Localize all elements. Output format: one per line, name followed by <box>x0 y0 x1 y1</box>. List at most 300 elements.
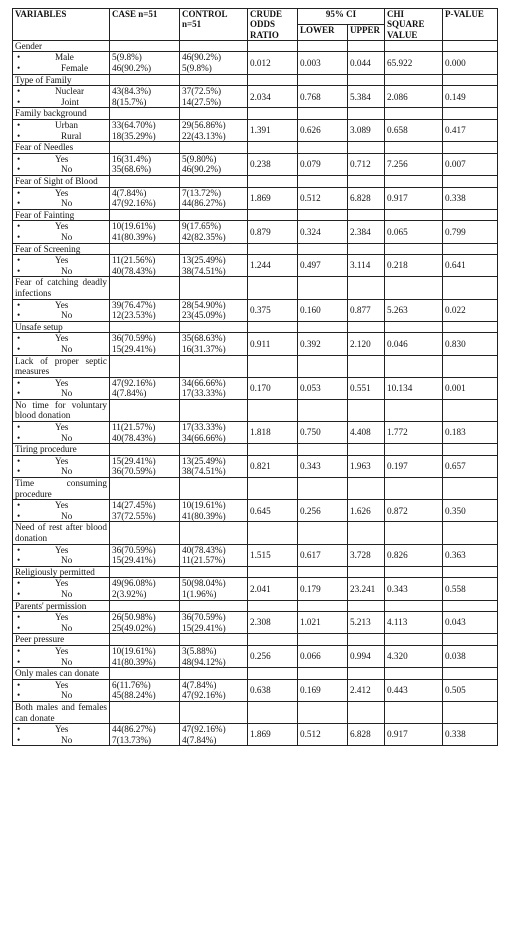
empty-cell <box>348 701 385 723</box>
case-value: 40(78.43%) <box>112 265 156 276</box>
bullet-icon: • <box>17 343 21 354</box>
ci-lower: 0.256 <box>298 500 348 522</box>
table-row-variable-title <box>13 277 498 299</box>
empty-cell <box>180 243 248 255</box>
bullet-icon: • <box>17 645 21 656</box>
case-values <box>110 645 180 667</box>
category-labels <box>13 455 110 477</box>
ci-lower: 0.626 <box>298 120 348 142</box>
ci-upper: 3.114 <box>348 255 385 277</box>
case-values <box>110 221 180 243</box>
empty-cell <box>298 142 348 154</box>
category-item <box>15 589 107 600</box>
table-row-values <box>13 578 498 600</box>
bullet-icon: • <box>17 130 21 141</box>
table-row-values <box>13 422 498 444</box>
table-row-values <box>13 52 498 74</box>
case-value: 36(70.59%) <box>112 544 156 555</box>
header-variables: VARIABLES <box>13 9 110 41</box>
p-value: 0.038 <box>443 645 498 667</box>
case-value: 7(13.73%) <box>112 734 152 745</box>
empty-cell <box>110 600 180 612</box>
table-row-variable-title <box>13 74 498 86</box>
table-row-values <box>13 299 498 321</box>
case-value: 10(19.61%) <box>112 221 156 232</box>
category-label: No <box>61 198 73 209</box>
category-labels <box>13 187 110 209</box>
control-value: 46(90.2%) <box>182 52 222 63</box>
empty-cell <box>443 634 498 646</box>
category-labels <box>13 299 110 321</box>
category-label: Female <box>61 63 89 74</box>
control-values <box>180 187 248 209</box>
control-value: 28(54.90%) <box>182 299 226 310</box>
control-values <box>180 500 248 522</box>
case-value: 4(7.84%) <box>112 388 147 399</box>
category-item <box>15 623 107 634</box>
control-values <box>180 422 248 444</box>
empty-cell <box>348 243 385 255</box>
category-label: No <box>61 388 73 399</box>
category-label: Yes <box>55 578 69 589</box>
empty-cell <box>385 522 443 544</box>
case-values <box>110 612 180 634</box>
empty-cell <box>248 176 298 188</box>
empty-cell <box>248 142 298 154</box>
p-value: 0.657 <box>443 455 498 477</box>
category-label: Yes <box>55 221 69 232</box>
ci-upper: 3.728 <box>348 544 385 566</box>
table-row-variable-title <box>13 399 498 421</box>
bullet-icon: • <box>17 153 21 164</box>
category-item <box>15 422 107 433</box>
control-value: 7(13.72%) <box>182 187 222 198</box>
p-value: 0.350 <box>443 500 498 522</box>
case-values <box>110 86 180 108</box>
empty-cell <box>298 355 348 377</box>
ci-lower: 0.079 <box>298 153 348 175</box>
empty-cell <box>110 209 180 221</box>
bullet-icon: • <box>17 578 21 589</box>
case-values <box>110 255 180 277</box>
empty-cell <box>348 566 385 578</box>
case-value: 45(88.24%) <box>112 690 156 701</box>
empty-cell <box>180 142 248 154</box>
chi-square-value: 0.826 <box>385 544 443 566</box>
empty-cell <box>180 277 248 299</box>
bullet-icon: • <box>17 299 21 310</box>
table-row-variable-title <box>13 355 498 377</box>
chi-square-value: 10.134 <box>385 377 443 399</box>
variable-title: No time for voluntary blood donation <box>13 399 110 421</box>
category-item <box>15 378 107 389</box>
variable-title: Fear of Screening <box>13 243 110 255</box>
variable-title: Family background <box>13 108 110 120</box>
table-row-variable-title <box>13 668 498 680</box>
control-value: 14(27.5%) <box>182 96 222 107</box>
control-value: 10(19.61%) <box>182 500 226 511</box>
p-value: 0.007 <box>443 153 498 175</box>
p-value: 0.830 <box>443 333 498 355</box>
header-chi-square: CHI SQUARE VALUE <box>385 9 443 41</box>
ci-upper: 0.994 <box>348 645 385 667</box>
variable-title: Time consuming procedure <box>13 478 110 500</box>
ci-lower: 0.497 <box>298 255 348 277</box>
category-label: Male <box>55 52 74 63</box>
empty-cell <box>348 634 385 646</box>
ci-upper: 0.877 <box>348 299 385 321</box>
category-label: No <box>61 555 73 566</box>
category-label: Yes <box>55 255 69 266</box>
case-value: 41(80.39%) <box>112 231 156 242</box>
case-value: 6(11.76%) <box>112 679 151 690</box>
ci-upper: 5.384 <box>348 86 385 108</box>
chi-square-value: 5.263 <box>385 299 443 321</box>
bullet-icon: • <box>17 588 21 599</box>
category-item <box>15 724 107 735</box>
control-value: 40(78.43%) <box>182 544 226 555</box>
chi-square-value: 1.772 <box>385 422 443 444</box>
header-95-ci: 95% CI <box>298 9 385 25</box>
control-values <box>180 52 248 74</box>
case-values <box>110 679 180 701</box>
case-values <box>110 422 180 444</box>
control-value: 35(68.63%) <box>182 333 226 344</box>
empty-cell <box>248 522 298 544</box>
case-value: 18(35.29%) <box>112 130 156 141</box>
category-item <box>15 466 107 477</box>
category-item <box>15 266 107 277</box>
case-value: 15(29.41%) <box>112 343 156 354</box>
table-row-variable-title <box>13 40 498 52</box>
control-value: 16(31.37%) <box>182 343 226 354</box>
empty-cell <box>348 444 385 456</box>
header-lower: LOWER <box>298 24 348 40</box>
bullet-icon: • <box>17 510 21 521</box>
category-labels <box>13 120 110 142</box>
chi-square-value: 0.065 <box>385 221 443 243</box>
bullet-icon: • <box>17 86 21 97</box>
empty-cell <box>110 478 180 500</box>
empty-cell <box>110 277 180 299</box>
category-item <box>15 388 107 399</box>
category-labels <box>13 153 110 175</box>
bullet-icon: • <box>17 544 21 555</box>
crude-odds-ratio: 0.821 <box>248 455 298 477</box>
category-label: No <box>61 265 73 276</box>
empty-cell <box>348 108 385 120</box>
category-item <box>15 344 107 355</box>
case-value: 12(23.53%) <box>112 310 156 321</box>
bullet-icon: • <box>17 455 21 466</box>
ci-lower: 0.768 <box>298 86 348 108</box>
header-upper: UPPER <box>348 24 385 40</box>
category-labels <box>13 422 110 444</box>
ci-upper: 23.241 <box>348 578 385 600</box>
empty-cell <box>385 74 443 86</box>
category-labels <box>13 221 110 243</box>
table-row-variable-title <box>13 108 498 120</box>
empty-cell <box>385 243 443 255</box>
category-label: Yes <box>55 333 69 344</box>
control-values <box>180 724 248 746</box>
empty-cell <box>385 701 443 723</box>
table-row-values <box>13 679 498 701</box>
table-row-variable-title <box>13 176 498 188</box>
category-item <box>15 578 107 589</box>
p-value: 0.149 <box>443 86 498 108</box>
category-item <box>15 86 107 97</box>
control-value: 41(80.39%) <box>182 510 226 521</box>
p-value: 0.022 <box>443 299 498 321</box>
empty-cell <box>110 701 180 723</box>
control-values <box>180 455 248 477</box>
empty-cell <box>180 74 248 86</box>
category-label: Urban <box>55 120 78 131</box>
case-values <box>110 333 180 355</box>
bullet-icon: • <box>17 198 21 209</box>
case-value: 49(96.08%) <box>112 578 156 589</box>
control-value: 3(5.88%) <box>182 645 217 656</box>
control-value: 48(94.12%) <box>182 656 226 667</box>
bullet-icon: • <box>17 656 21 667</box>
control-values <box>180 679 248 701</box>
control-value: 44(86.27%) <box>182 198 226 209</box>
empty-cell <box>180 209 248 221</box>
ci-lower: 0.343 <box>298 455 348 477</box>
category-item <box>15 646 107 657</box>
case-values <box>110 544 180 566</box>
empty-cell <box>443 478 498 500</box>
category-label: Nuclear <box>55 86 85 97</box>
empty-cell <box>180 40 248 52</box>
table-row-variable-title <box>13 522 498 544</box>
empty-cell <box>385 399 443 421</box>
category-label: Yes <box>55 544 69 555</box>
crude-odds-ratio: 0.012 <box>248 52 298 74</box>
case-values <box>110 187 180 209</box>
control-values <box>180 578 248 600</box>
empty-cell <box>348 74 385 86</box>
case-value: 44(86.27%) <box>112 724 156 735</box>
empty-cell <box>110 668 180 680</box>
empty-cell <box>180 321 248 333</box>
chi-square-value: 7.256 <box>385 153 443 175</box>
variable-title: Peer pressure <box>13 634 110 646</box>
case-values <box>110 500 180 522</box>
p-value: 0.183 <box>443 422 498 444</box>
case-value: 14(27.45%) <box>112 500 156 511</box>
empty-cell <box>443 243 498 255</box>
control-value: 34(66.66%) <box>182 432 226 443</box>
bullet-icon: • <box>17 555 21 566</box>
p-value: 0.043 <box>443 612 498 634</box>
chi-square-value: 0.917 <box>385 724 443 746</box>
empty-cell <box>385 108 443 120</box>
table-row-variable-title <box>13 209 498 221</box>
control-value: 4(7.84%) <box>182 734 217 745</box>
category-labels <box>13 333 110 355</box>
empty-cell <box>385 600 443 612</box>
empty-cell <box>385 668 443 680</box>
p-value: 0.558 <box>443 578 498 600</box>
chi-square-value: 0.443 <box>385 679 443 701</box>
bullet-icon: • <box>17 734 21 745</box>
variable-title: Fear of Needles <box>13 142 110 154</box>
control-value: 38(74.51%) <box>182 265 226 276</box>
ci-upper: 2.384 <box>348 221 385 243</box>
empty-cell <box>385 634 443 646</box>
empty-cell <box>110 243 180 255</box>
bullet-icon: • <box>17 265 21 276</box>
case-values <box>110 153 180 175</box>
table-row-values <box>13 333 498 355</box>
ci-lower: 0.066 <box>298 645 348 667</box>
control-value: 4(7.84%) <box>182 679 217 690</box>
category-item <box>15 164 107 175</box>
table-row-variable-title <box>13 566 498 578</box>
category-label: Yes <box>55 724 69 735</box>
empty-cell <box>248 108 298 120</box>
empty-cell <box>348 209 385 221</box>
category-label: Yes <box>55 612 69 623</box>
p-value: 0.000 <box>443 52 498 74</box>
bullet-icon: • <box>17 96 21 107</box>
bullet-icon: • <box>17 422 21 433</box>
control-value: 13(25.49%) <box>182 255 226 266</box>
chi-square-value: 0.343 <box>385 578 443 600</box>
category-label: No <box>61 690 73 701</box>
crude-odds-ratio: 0.645 <box>248 500 298 522</box>
variable-title: Both males and females can donate <box>13 701 110 723</box>
empty-cell <box>348 40 385 52</box>
empty-cell <box>443 399 498 421</box>
chi-square-value: 65.922 <box>385 52 443 74</box>
table-row-values <box>13 377 498 399</box>
category-labels <box>13 578 110 600</box>
category-item <box>15 511 107 522</box>
empty-cell <box>248 600 298 612</box>
empty-cell <box>298 444 348 456</box>
case-value: 36(70.59%) <box>112 333 156 344</box>
empty-cell <box>298 321 348 333</box>
empty-cell <box>110 634 180 646</box>
empty-cell <box>180 600 248 612</box>
category-item <box>15 555 107 566</box>
empty-cell <box>248 321 298 333</box>
control-value: 36(70.59%) <box>182 612 226 623</box>
control-values <box>180 645 248 667</box>
empty-cell <box>385 478 443 500</box>
bullet-icon: • <box>17 500 21 511</box>
empty-cell <box>298 209 348 221</box>
category-item <box>15 500 107 511</box>
empty-cell <box>248 668 298 680</box>
empty-cell <box>180 108 248 120</box>
category-label: No <box>61 231 73 242</box>
category-item <box>15 52 107 63</box>
table-row-values <box>13 500 498 522</box>
chi-square-value: 0.917 <box>385 187 443 209</box>
empty-cell <box>180 176 248 188</box>
ci-lower: 0.324 <box>298 221 348 243</box>
empty-cell <box>443 566 498 578</box>
empty-cell <box>443 355 498 377</box>
category-labels <box>13 645 110 667</box>
p-value: 0.417 <box>443 120 498 142</box>
p-value: 0.363 <box>443 544 498 566</box>
empty-cell <box>298 701 348 723</box>
case-value: 25(49.02%) <box>112 622 156 633</box>
crude-odds-ratio: 1.869 <box>248 724 298 746</box>
empty-cell <box>298 478 348 500</box>
empty-cell <box>180 634 248 646</box>
empty-cell <box>248 40 298 52</box>
empty-cell <box>443 40 498 52</box>
case-values <box>110 578 180 600</box>
control-value: 50(98.04%) <box>182 578 226 589</box>
crude-odds-ratio: 0.375 <box>248 299 298 321</box>
variable-title: Gender <box>13 40 110 52</box>
category-labels <box>13 612 110 634</box>
crude-odds-ratio: 0.638 <box>248 679 298 701</box>
ci-upper: 6.828 <box>348 724 385 746</box>
p-value: 0.641 <box>443 255 498 277</box>
chi-square-value: 0.197 <box>385 455 443 477</box>
crude-odds-ratio: 1.818 <box>248 422 298 444</box>
case-value: 37(72.55%) <box>112 510 156 521</box>
case-value: 2(3.92%) <box>112 588 147 599</box>
control-values <box>180 612 248 634</box>
empty-cell <box>248 634 298 646</box>
empty-cell <box>348 522 385 544</box>
ci-lower: 0.750 <box>298 422 348 444</box>
table-row-variable-title <box>13 701 498 723</box>
crude-odds-ratio: 2.041 <box>248 578 298 600</box>
chi-square-value: 0.046 <box>385 333 443 355</box>
ci-upper: 4.408 <box>348 422 385 444</box>
bullet-icon: • <box>17 164 21 175</box>
table-row-variable-title <box>13 142 498 154</box>
category-labels <box>13 500 110 522</box>
control-values <box>180 86 248 108</box>
category-item <box>15 131 107 142</box>
table-row-values <box>13 255 498 277</box>
case-value: 8(15.7%) <box>112 96 147 107</box>
table-row-values <box>13 221 498 243</box>
table-row-values <box>13 612 498 634</box>
category-label: Yes <box>55 153 69 164</box>
category-item <box>15 221 107 232</box>
category-item <box>15 333 107 344</box>
category-item <box>15 310 107 321</box>
bullet-icon: • <box>17 612 21 623</box>
case-value: 16(31.4%) <box>112 153 152 164</box>
ci-upper: 3.089 <box>348 120 385 142</box>
empty-cell <box>248 399 298 421</box>
control-value: 42(82.35%) <box>182 231 226 242</box>
control-value: 11(21.57%) <box>182 555 226 566</box>
empty-cell <box>248 701 298 723</box>
empty-cell <box>180 668 248 680</box>
category-item <box>15 154 107 165</box>
empty-cell <box>180 355 248 377</box>
empty-cell <box>110 74 180 86</box>
category-label: No <box>61 466 73 477</box>
category-item <box>15 300 107 311</box>
bullet-icon: • <box>17 221 21 232</box>
category-label: No <box>61 656 73 667</box>
